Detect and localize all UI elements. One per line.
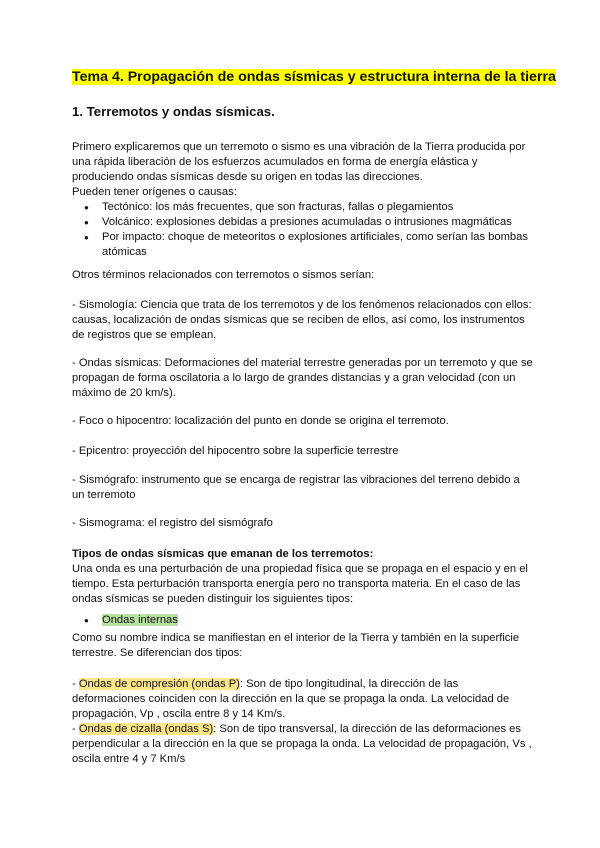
- origins-lead: Pueden tener orígenes o causas:: [72, 186, 237, 198]
- p-wave-text: : Son de tipo longitudinal, la dirección de las deformaciones coinciden con la dirección en la que se propaga la onda. La velocidad de propagación, Vp , oscila entre 8 y 14 Km/s.: [72, 678, 510, 720]
- term-ondas-sismicas: - Ondas sísmicas: Deformaciones del material terrestre generadas por un terremoto y que se propagan de forma oscilatoria a lo largo de grandes distancias y a gran velocidad (con un máximo de 20 km/s).: [72, 357, 533, 399]
- p-wave-block: [72, 677, 534, 722]
- title-text: Tema 4. Propagación de ondas sísmicas y estructura interna de la tierra: [72, 69, 556, 85]
- waves-paragraph: Una onda es una perturbación de una propiedad física que se propaga en el espacio y en el tiempo. Esta perturbación transporta energía pero no transporta materia. En el caso de las ondas sísmicas se pueden distinguir los siguientes tipos:: [72, 563, 528, 605]
- origins-list: [72, 200, 534, 260]
- list-item: ● Por impacto: choque de meteoritos o explosiones artificiales, como serían las bombas atómicas: [72, 230, 534, 260]
- internal-list: [72, 613, 534, 628]
- s-wave-label: Ondas de cizalla (ondas S): [78, 723, 214, 735]
- p-wave-dash: -: [72, 678, 79, 690]
- intro-paragraph: Primero explicaremos que un terremoto o sismo es una vibración de la Tierra producida por una rápida liberación de los esfuerzos acumulados en forma de energía elástica y produciendo ondas sísmicas desde su origen en todas las direcciones.: [72, 141, 526, 183]
- p-wave-label: Ondas de compresión (ondas P): [78, 678, 240, 690]
- term-epicentro: - Epicentro: proyección del hipocentro sobre la superficie terrestre: [72, 445, 399, 457]
- s-wave-text: : Son de tipo transversal, la dirección de las deformaciones es perpendicular a la dirección en la que se propaga la onda. La velocidad de propagación, Vs , oscila entre 4 y 7 Km/s: [72, 723, 532, 765]
- terms-lead: Otros términos relacionados con terremotos o sismos serían:: [72, 269, 375, 281]
- list-item: [72, 613, 534, 628]
- internal-paragraph: Como su nombre indica se manifiestan en el interior de la Tierra y también en la superficie terrestre. Se diferencian dos tipos:: [72, 632, 520, 659]
- intro-block: [72, 140, 534, 260]
- page-title: [72, 68, 556, 86]
- section-heading: 1. Terremotos y ondas sísmicas.: [72, 104, 275, 119]
- internal-bullet-label: Ondas internas: [102, 614, 178, 626]
- term-sismografo: - Sismógrafo: instrumento que se encarga de registrar las vibraciones del terreno debido a un terremoto: [72, 474, 520, 501]
- waves-heading: Tipos de ondas sísmicas que emanan de los terremotos:: [72, 548, 374, 560]
- term-sismologia: - Sismología: Ciencia que trata de los terremotos y de los fenómenos relacionados con ellos: causas, localización de ondas sísmicas que se reciben de ellos, así como, los instrumentos de registros que se emplean.: [72, 299, 532, 341]
- list-item: ● Volcánico: explosiones debidas a presiones acumuladas o intrusiones magmáticas: [72, 215, 534, 230]
- s-wave-block: [72, 722, 534, 767]
- term-foco: - Foco o hipocentro: localización del punto en donde se origina el terremoto.: [72, 415, 449, 427]
- s-wave-dash: -: [72, 723, 79, 735]
- list-item: ● Tectónico: los más frecuentes, que son fracturas, fallas o plegamientos: [72, 200, 534, 215]
- term-sismograma: - Sismograma: el registro del sismógrafo: [72, 517, 273, 529]
